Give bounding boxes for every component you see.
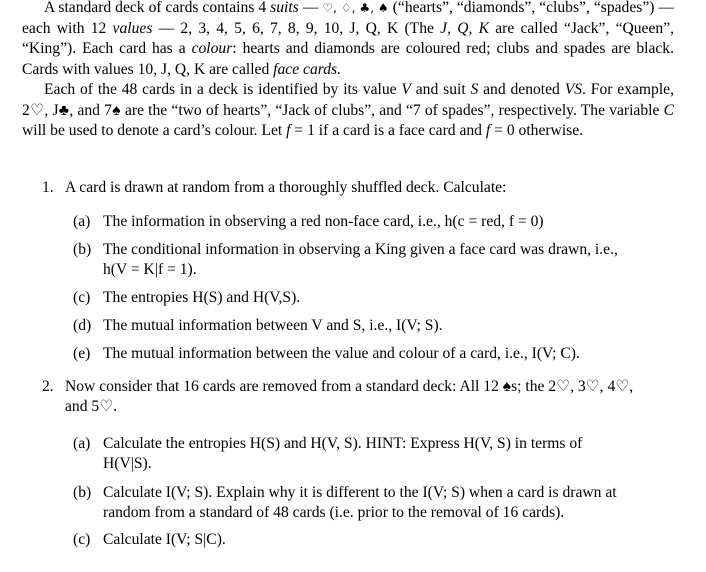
part-label: (a) bbox=[73, 435, 91, 452]
part-text: Calculate I(V; S|C). bbox=[103, 531, 226, 548]
part-text-cont: h(V = K|f = 1). bbox=[103, 261, 197, 278]
suit-symbols: ♡, ♢, ♣, ♠ bbox=[322, 1, 389, 15]
intro-text: = 0 otherwise. bbox=[490, 122, 584, 140]
part-label: (c) bbox=[73, 289, 91, 306]
var-f: f bbox=[485, 122, 491, 140]
intro-text: = 1 if a card is a face card and bbox=[290, 122, 486, 140]
intro-paragraph-2 bbox=[22, 80, 674, 142]
values-term: values bbox=[112, 19, 153, 37]
intro-text: and suit bbox=[410, 81, 471, 98]
intro-paragraph-1 bbox=[22, 0, 674, 80]
part-text: Calculate the entropies H(S) and H(V, S). HINT: Express H(V, S) in terms of bbox=[103, 435, 583, 452]
intro-text: — 2, 3, 4, 5, 6, 7, 8, 9, 10, J, Q, K (The bbox=[152, 19, 441, 37]
part-label: (d) bbox=[73, 317, 92, 334]
question-text: A card is drawn at random from a thoroughly shuffled deck. Calculate: bbox=[65, 179, 507, 196]
intro-text: (“hearts”, “diamonds”, “clubs”, “spades”) — each with 12 bbox=[22, 0, 675, 37]
intro-text: : hearts and diamonds are coloured red; clubs and spades are black. Cards with values 10, J, Q, K are called bbox=[22, 40, 674, 78]
var-f: f bbox=[286, 122, 291, 140]
question-number: 2. bbox=[42, 378, 54, 395]
part-label: (b) bbox=[73, 241, 92, 258]
question-text: Now consider that 16 cards are removed from a standard deck: All 12 ♠s; the 2♡, 3♡, 4♡, bbox=[65, 378, 634, 395]
part-text: The entropies H(S) and H(V,S). bbox=[103, 289, 301, 306]
colour-term: colour bbox=[191, 40, 233, 58]
intro-text: Each of the 48 cards in a deck is identified by its value bbox=[44, 81, 402, 98]
var-s: S bbox=[470, 81, 479, 98]
intro-text: A standard deck of cards contains 4 bbox=[44, 0, 271, 16]
intro-text: — bbox=[298, 0, 323, 16]
part-label: (a) bbox=[73, 213, 91, 230]
part-text: The information in observing a red non-face card, i.e., h(c = red, f = 0) bbox=[103, 213, 544, 230]
part-text: Calculate I(V; S). Explain why it is different to the I(V; S) when a card is drawn at bbox=[103, 484, 617, 501]
var-v: V bbox=[401, 81, 411, 98]
part-text: The mutual information between the value and colour of a card, i.e., I(V; C). bbox=[103, 345, 580, 362]
part-text-cont: H(V|S). bbox=[103, 455, 152, 472]
var-c: C bbox=[663, 101, 674, 119]
part-label: (e) bbox=[73, 345, 91, 362]
jqk-variables: J, Q, K bbox=[440, 19, 489, 37]
intro-text: and denoted bbox=[478, 81, 565, 98]
suits-term: suits bbox=[270, 0, 299, 16]
part-text: The conditional information in observing a King given a face card was drawn, i.e., bbox=[103, 241, 618, 258]
var-vs: VS bbox=[564, 81, 583, 98]
intro-text: . For example, 2♡, J♣, and 7♠ are the “two of hearts”, “Jack of clubs”, and “7 of spades”, respectively. The variable bbox=[22, 81, 674, 119]
part-text: The mutual information between V and S, i.e., I(V; S). bbox=[103, 317, 443, 334]
face-cards-term: face cards. bbox=[273, 60, 342, 78]
part-label: (b) bbox=[73, 484, 92, 501]
question-number: 1. bbox=[42, 179, 54, 196]
part-label: (c) bbox=[73, 531, 91, 548]
part-text-cont: random from a standard of 48 cards (i.e. prior to the removal of 16 cards). bbox=[103, 504, 565, 521]
question-text-cont: and 5♡. bbox=[65, 398, 118, 415]
intro-text: are called “Jack”, “Queen”, “King”). Each card has a bbox=[22, 19, 675, 58]
intro-text: will be used to denote a card’s colour. Let bbox=[22, 122, 287, 140]
